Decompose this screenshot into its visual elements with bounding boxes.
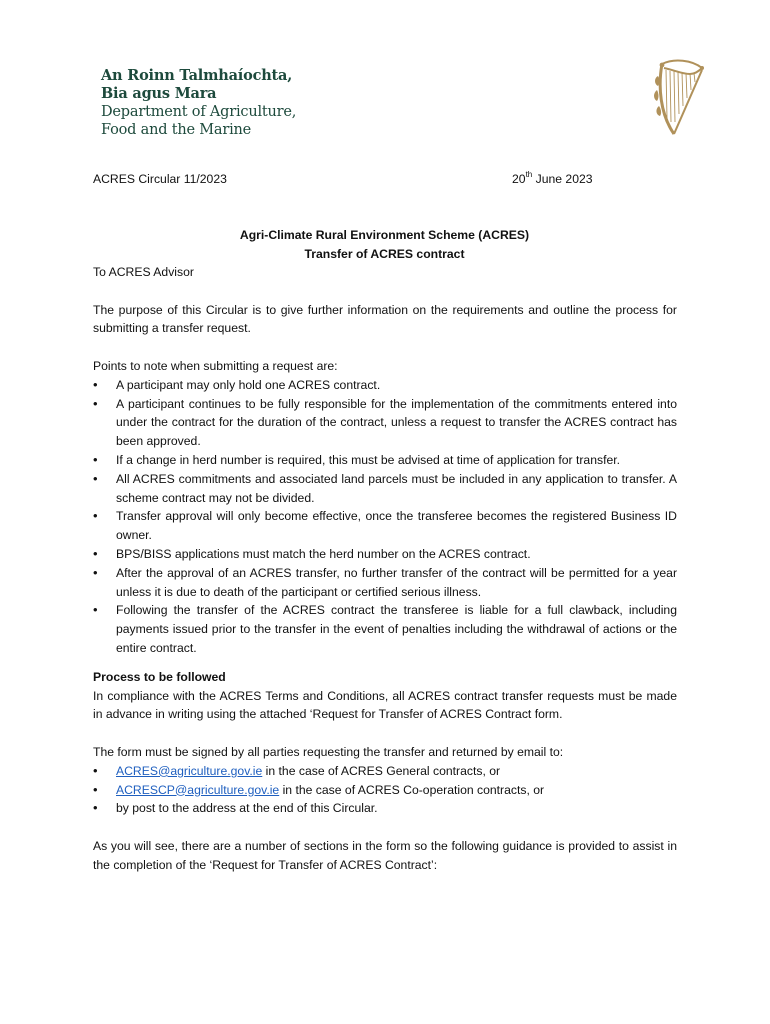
circular-reference: ACRES Circular 11/2023	[93, 172, 227, 186]
contact-list	[93, 762, 677, 818]
title-line-2: Transfer of ACRES contract	[304, 246, 465, 261]
list-item: • Following the transfer of the ACRES contract the transferee is liable for a full clawback, including payments issued prior to the transfer in the event of penalties including the withdrawal of actions or the entire contract.	[93, 601, 677, 657]
date-day: 20	[512, 172, 526, 186]
email-2-suffix: in the case of ACRES Co-operation contracts, or	[279, 782, 545, 797]
logo-line-irish-2: Bia agus Mara	[101, 85, 217, 102]
list-item	[93, 762, 677, 781]
list-item: • A participant continues to be fully responsible for the implementation of the commitments entered into under the contract for the duration of the contract, unless a request to transfer the ACRES contract has been approved.	[93, 395, 677, 451]
email-link-acres[interactable]: ACRES@agriculture.gov.ie	[116, 763, 263, 778]
document-body	[93, 263, 677, 875]
email-link-acrescp[interactable]: ACRESCP@agriculture.gov.ie	[116, 782, 280, 797]
process-heading: Process to be followed	[93, 669, 226, 684]
points-list	[93, 376, 677, 658]
list-item: • If a change in herd number is required, this must be advised at time of application for transfer.	[93, 451, 677, 470]
harp-crest-icon	[652, 56, 708, 138]
purpose-paragraph: The purpose of this Circular is to give further information on the requirements and outline the process for submitting a transfer request.	[93, 302, 677, 336]
logo-line-irish-1: An Roinn Talmhaíochta,	[101, 67, 293, 84]
department-logo-text	[101, 67, 296, 139]
list-item	[93, 781, 677, 800]
list-item: • A participant may only hold one ACRES contract.	[93, 376, 677, 395]
list-item: • BPS/BISS applications must match the herd number on the ACRES contract.	[93, 545, 677, 564]
date-suffix: th	[525, 169, 533, 179]
list-item: • Transfer approval will only become effective, once the transferee becomes the registered Business ID owner.	[93, 507, 677, 545]
circular-date	[512, 170, 593, 189]
points-intro: Points to note when submitting a request are:	[93, 358, 338, 373]
list-item: • All ACRES commitments and associated land parcels must be included in any application to transfer. A scheme contract may not be divided.	[93, 470, 677, 508]
list-item: • by post to the address at the end of this Circular.	[93, 799, 677, 818]
list-item: • After the approval of an ACRES transfer, no further transfer of the contract will be permitted for a year unless it is due to death of the participant or certified serious illness.	[93, 564, 677, 602]
title-line-1: Agri-Climate Rural Environment Scheme (ACRES)	[239, 228, 530, 242]
form-intro: The form must be signed by all parties requesting the transfer and returned by email to:	[93, 744, 564, 759]
salutation: To ACRES Advisor	[93, 265, 194, 279]
guidance-paragraph: As you will see, there are a number of sections in the form so the following guidance is provided to assist in the completion of the ‘Request for Transfer of ACRES Contract’:	[93, 838, 677, 872]
logo-line-english-1: Department of Agriculture,	[101, 104, 297, 120]
process-paragraph: In compliance with the ACRES Terms and Conditions, all ACRES contract transfer requests must be made in advance in writing using the attached ‘Request for Transfer of ACRES Contract form.	[93, 688, 677, 722]
document-title	[93, 226, 676, 264]
logo-line-english-2: Food and the Marine	[101, 122, 252, 138]
email-1-suffix: in the case of ACRES General contracts, or	[262, 763, 501, 778]
date-month-year: June 2023	[532, 172, 593, 186]
